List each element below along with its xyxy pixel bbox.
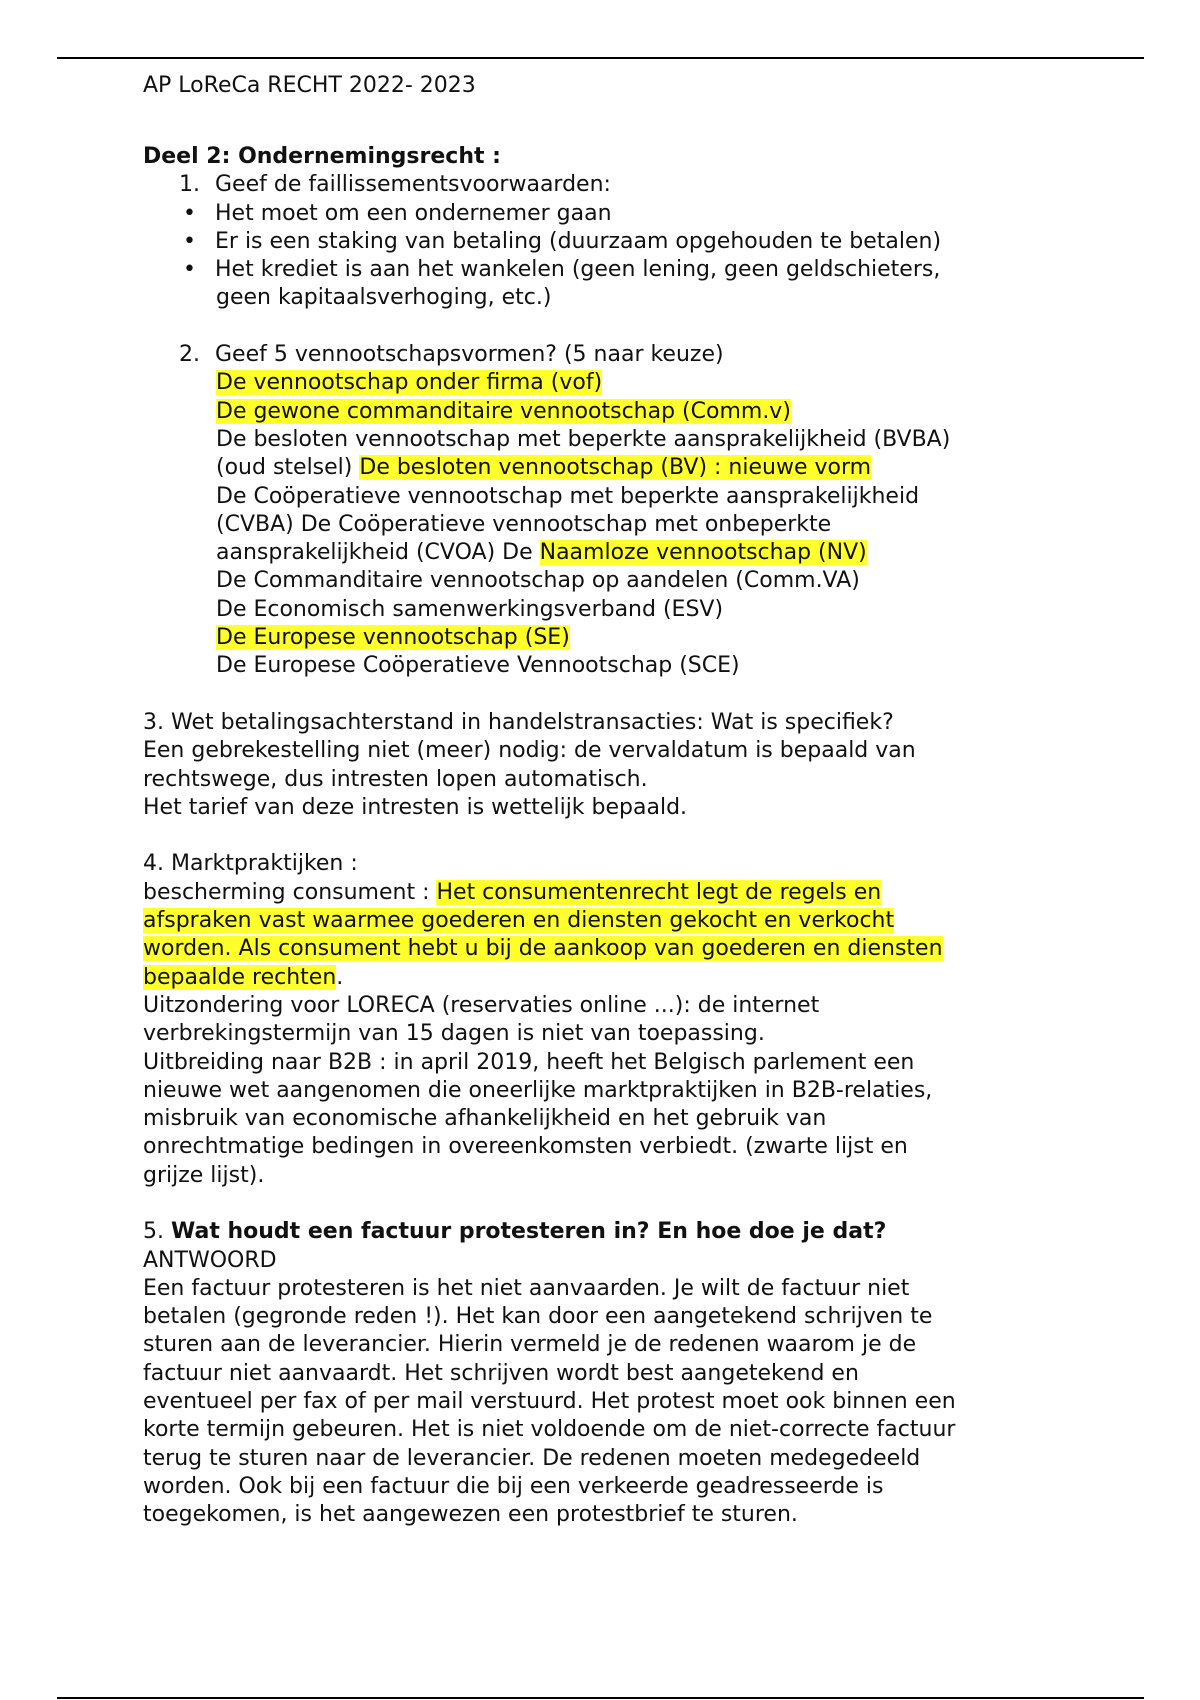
q5-line: toegekomen, is het aangewezen een protestbrief te sturen. (143, 1502, 798, 1528)
q4-line: verbrekingstermijn van 15 dagen is niet van toepassing. (143, 1021, 765, 1047)
document-body (143, 143, 1083, 1530)
q4-line: worden. Als consument hebt u bij de aankoop van goederen en diensten (143, 936, 943, 962)
page-header: AP LoReCa RECHT 2022- 2023 (143, 73, 476, 98)
q2-line: De besloten vennootschap met beperkte aansprakelijkheid (BVBA) (216, 426, 951, 452)
q5-line: terug te sturen naar de leverancier. De redenen moeten medegedeeld (143, 1445, 921, 1471)
q5-line: worden. Ook bij een factuur die bij een verkeerde geadresseerde is (143, 1473, 884, 1499)
q4-line: Uitzondering voor LORECA (reservaties online ...): de internet (143, 992, 820, 1018)
q4-line: Uitbreiding naar B2B : in april 2019, heeft het Belgisch parlement een (143, 1049, 915, 1075)
q2-line: De Europese vennootschap (SE) (216, 625, 570, 651)
bottom-rule (57, 1697, 1144, 1699)
q4-line: afspraken vast waarmee goederen en diensten gekocht en verkocht (143, 908, 895, 934)
q2-line: De Coöperatieve vennootschap met beperkte aansprakelijkheid (216, 483, 920, 509)
q5-line: Een factuur protesteren is het niet aanvaarden. Je wilt de factuur niet (143, 1275, 910, 1301)
q5-question: 5. Wat houdt een factuur protesteren in? En hoe doe je dat? (143, 1219, 887, 1245)
q4-line: onrechtmatige bedingen in overeenkomsten verbiedt. (zwarte lijst en (143, 1134, 908, 1160)
q2-line: De Commanditaire vennootschap op aandelen (Comm.VA) (216, 568, 860, 594)
q5-line: korte termijn gebeuren. Het is niet voldoende om de niet-correcte factuur (143, 1417, 956, 1443)
q2-line: De Europese Coöperatieve Vennootschap (SCE) (216, 653, 740, 679)
q5-line: factuur niet aanvaardt. Het schrijven wordt best aangetekend en (143, 1360, 859, 1386)
q2-line: aansprakelijkheid (CVOA) De Naamloze vennootschap (NV) (216, 540, 867, 566)
q4-question: 4. Marktpraktijken : (143, 851, 358, 877)
q3-line: Een gebrekestelling niet (meer) nodig: de vervaldatum is bepaald van (143, 738, 916, 764)
q2-line: (CVBA) De Coöperatieve vennootschap met onbeperkte (216, 511, 832, 537)
section-title: Deel 2: Ondernemingsrecht : (143, 144, 501, 169)
q4-line: grijze lijst). (143, 1162, 265, 1188)
q2-question: 2. Geef 5 vennootschapsvormen? (5 naar keuze) (179, 342, 724, 368)
list-item: • Er is een staking van betaling (duurzaam opgehouden te betalen) (183, 228, 942, 254)
q3-line: rechtswege, dus intresten lopen automatisch. (143, 766, 648, 792)
q4-line: misbruik van economische afhankelijkheid en het gebruik van (143, 1106, 827, 1132)
q5-answer-label: ANTWOORD (143, 1247, 277, 1273)
q5-line: sturen aan de leverancier. Hierin vermeld je de redenen waarom je de (143, 1332, 917, 1358)
q4-line: bepaalde rechten. (143, 964, 344, 990)
list-item-continuation: geen kapitaalsverhoging, etc.) (216, 285, 552, 311)
q5-line: eventueel per fax of per mail verstuurd. Het protest moet ook binnen een (143, 1389, 956, 1415)
q1-question: 1. Geef de faillissementsvoorwaarden: (179, 172, 611, 198)
q4-line: nieuwe wet aangenomen die oneerlijke marktpraktijken in B2B-relaties, (143, 1077, 933, 1103)
q2-line: De Economisch samenwerkingsverband (ESV) (216, 596, 724, 622)
q4-line: bescherming consument : Het consumentenrecht legt de regels en (143, 879, 882, 905)
q2-line: (oud stelsel) De besloten vennootschap (BV) : nieuwe vorm (216, 455, 872, 481)
q3-line: Het tarief van deze intresten is wettelijk bepaald. (143, 794, 688, 820)
q3-question: 3. Wet betalingsachterstand in handelstransacties: Wat is specifiek? (143, 709, 894, 735)
list-item: • Het krediet is aan het wankelen (geen lening, geen geldschieters, (183, 257, 941, 283)
top-rule (57, 57, 1144, 59)
q2-line: De gewone commanditaire vennootschap (Comm.v) (216, 398, 791, 424)
q5-line: betalen (gegronde reden !). Het kan door een aangetekend schrijven te (143, 1304, 933, 1330)
list-item: • Het moet om een ondernemer gaan (183, 200, 612, 226)
q2-line: De vennootschap onder firma (vof) (216, 370, 603, 396)
